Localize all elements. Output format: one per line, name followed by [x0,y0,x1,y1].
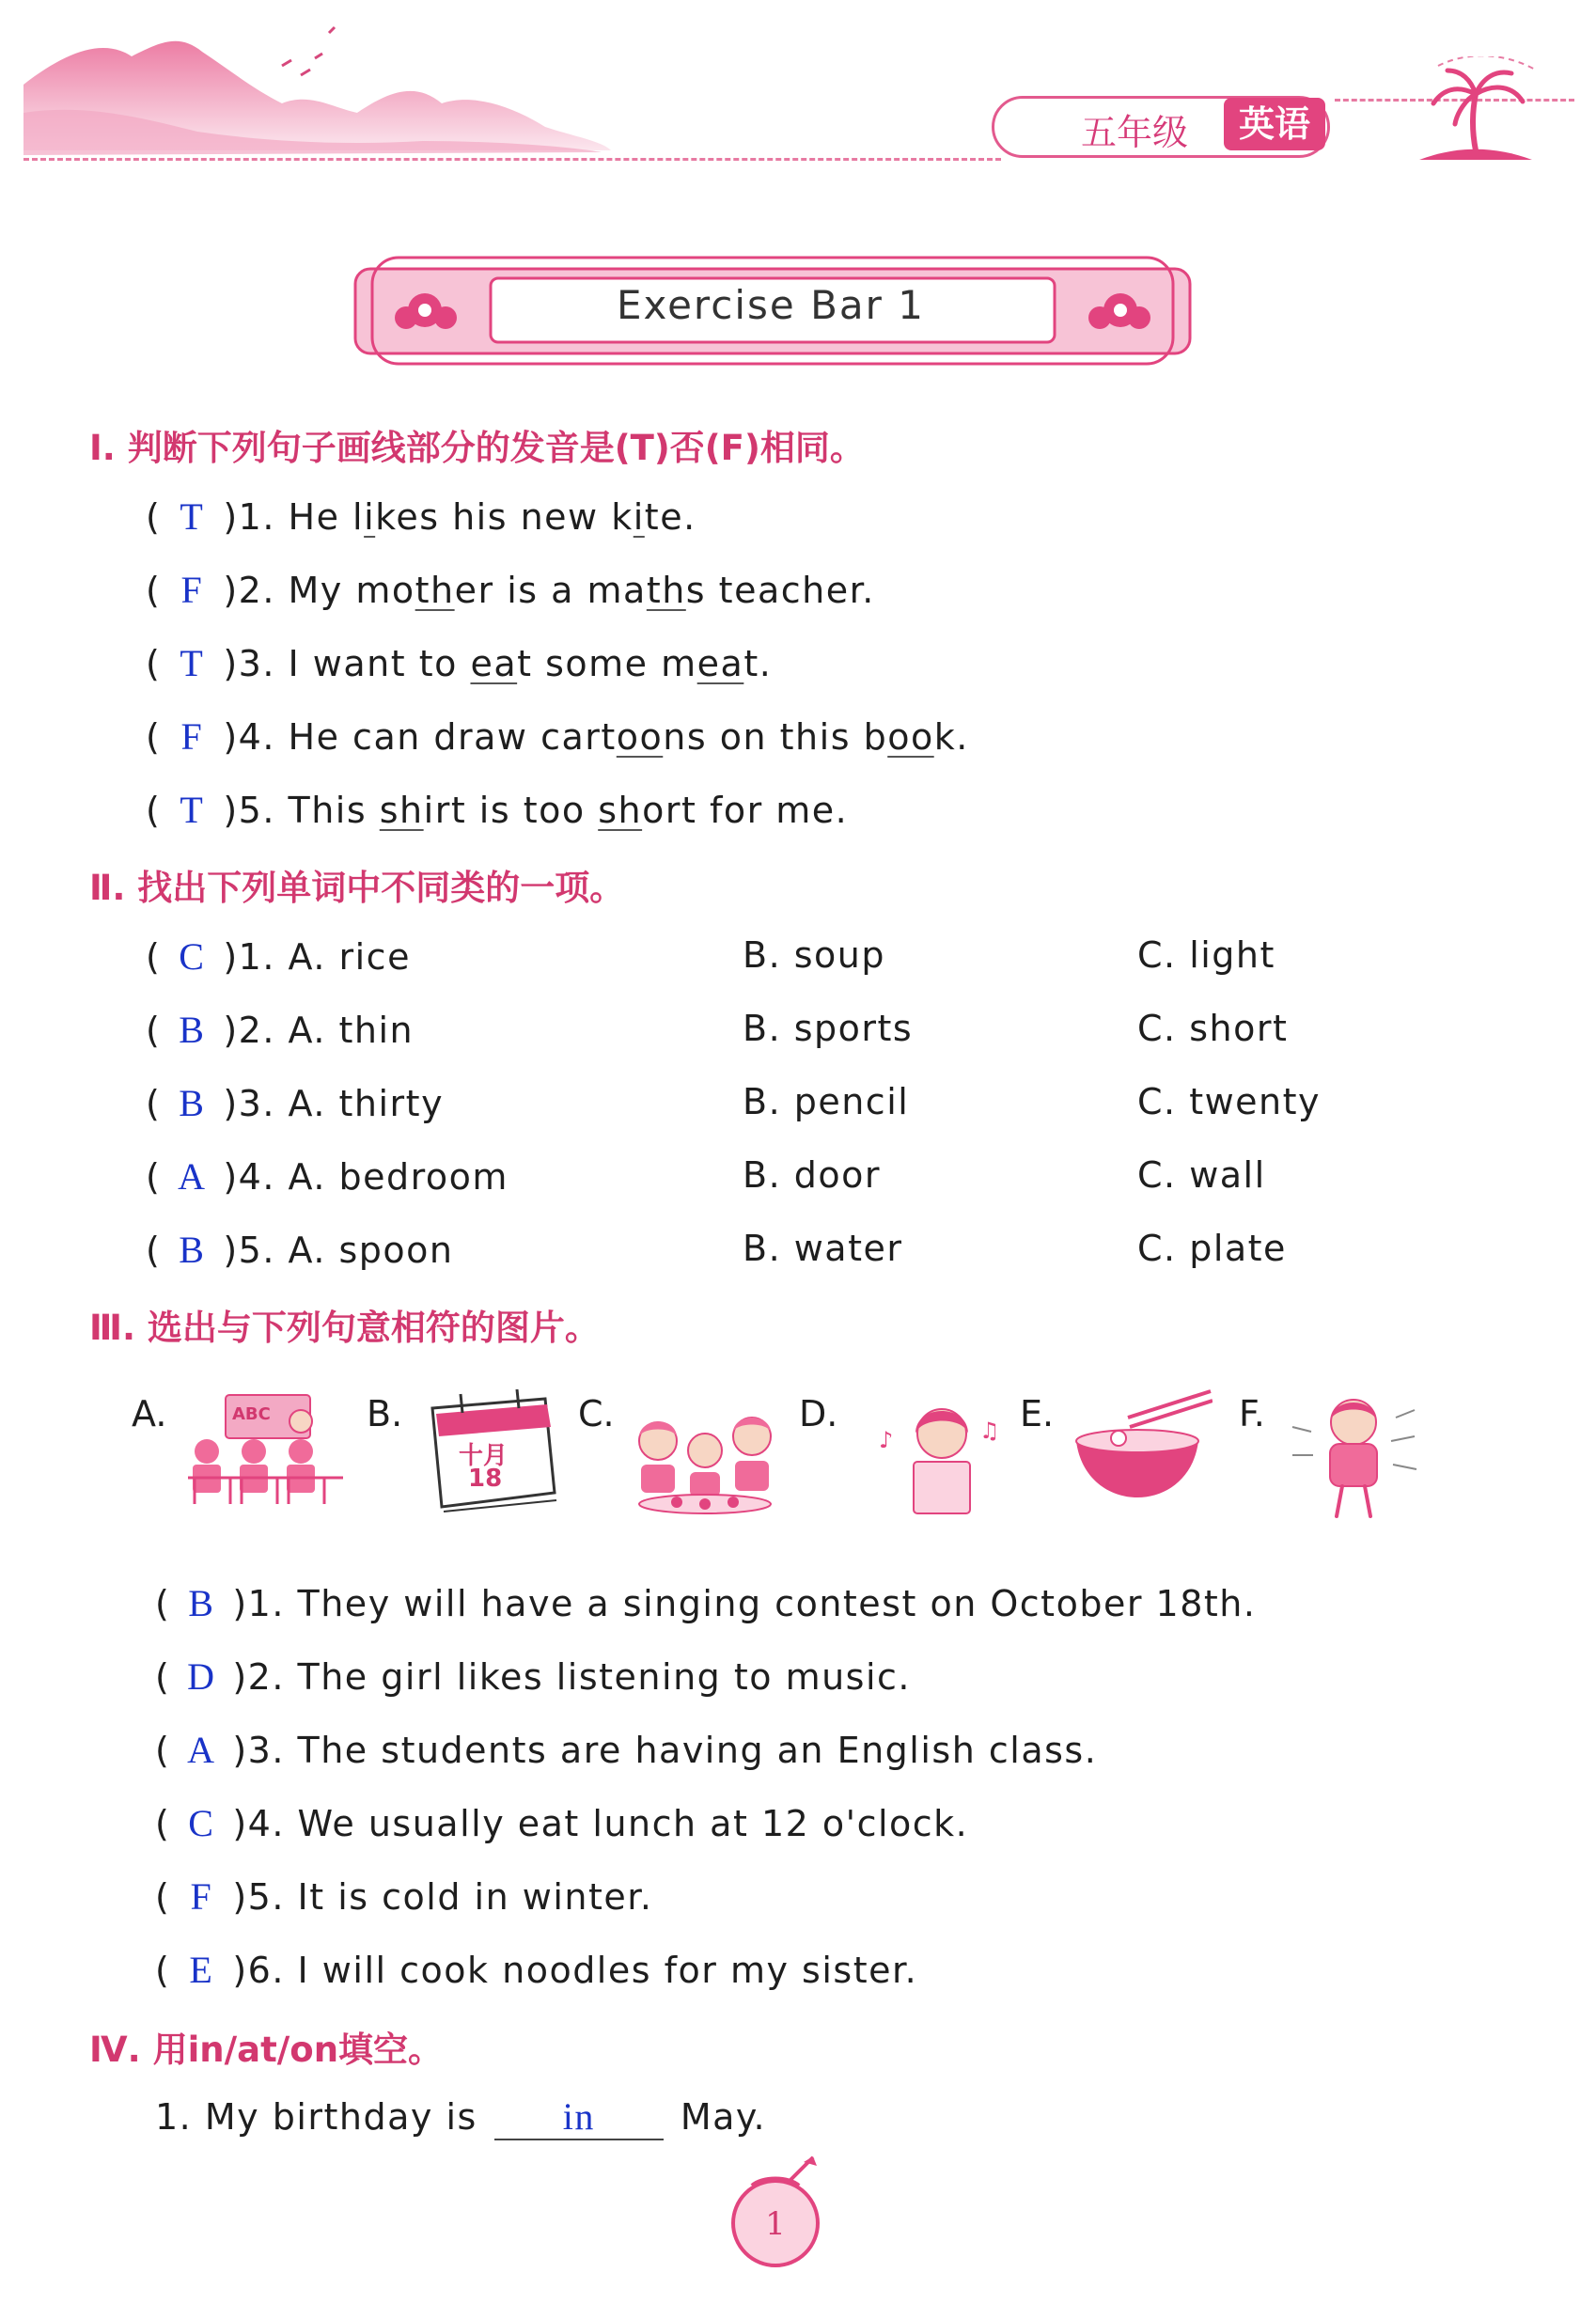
girl-music-icon [874,1396,1010,1518]
s2-option-b-4: B. door [743,1154,881,1196]
s1-answer-1[interactable]: T [180,495,205,538]
s3-answer-6[interactable]: E [189,1949,214,1991]
section-1-title: Ⅰ. 判断下列句子画线部分的发音是(T)否(F)相同。 [89,428,865,468]
picture-calendar [423,1389,559,1516]
s3-item-4: ( C )4. We usually eat lunch at 12 o'clock. [155,1802,969,1844]
s2-item-2: ( B )2. A. thin [146,1009,415,1051]
s4-item-1: 1. My birthday is in May. [155,2094,766,2140]
header-mountain-decoration [0,0,1596,179]
picture-label-a: A. [132,1393,167,1434]
section-2-title: Ⅱ. 找出下列单词中不同类的一项。 [89,868,625,908]
picture-lunch [630,1389,780,1516]
picture-label-b: B. [367,1393,403,1434]
s3-answer-5[interactable]: F [190,1875,213,1918]
s2-answer-2[interactable]: B [179,1009,206,1051]
s2-option-c-2: C. short [1137,1008,1289,1049]
cold-boy-icon [1288,1389,1419,1521]
calendar-day: 18 [468,1465,503,1493]
board-text: ABC [232,1404,271,1424]
family-lunch-icon [630,1389,780,1516]
s3-item-6: ( E )6. I will cook noodles for my sister. [155,1949,918,1991]
s2-option-c-1: C. light [1137,934,1275,976]
s2-option-c-4: C. wall [1137,1154,1266,1196]
palm-tree-icon [1382,56,1570,169]
s3-item-5: ( F )5. It is cold in winter. [155,1875,653,1918]
s2-item-1: ( C )1. A. rice [146,935,411,978]
noodle-bowl-icon [1072,1389,1213,1507]
picture-label-c: C. [578,1393,615,1434]
s1-answer-5[interactable]: T [180,789,205,831]
section-3-title: Ⅲ. 选出与下列句意相符的图片。 [89,1308,600,1348]
s2-item-4: ( A )4. A. bedroom [146,1155,509,1198]
s1-item-2: ( F )2. My mother is a maths teacher. [146,569,875,611]
s2-item-5: ( B )5. A. spoon [146,1229,454,1271]
s1-answer-2[interactable]: F [180,569,204,611]
s1-item-5: ( T )5. This shirt is too short for me. [146,789,849,831]
s3-answer-2[interactable]: D [187,1655,216,1698]
s2-answer-3[interactable]: B [179,1082,206,1124]
s2-option-b-3: B. pencil [743,1081,910,1122]
s3-answer-4[interactable]: C [188,1802,215,1844]
svg-text:♫: ♫ [979,1418,1000,1444]
s2-item-3: ( B )3. A. thirty [146,1082,445,1124]
s2-option-b-1: B. soup [743,934,885,976]
s3-item-3: ( A )3. The students are having an English class. [155,1729,1098,1771]
s1-answer-4[interactable]: F [180,715,204,758]
calendar-month: 十月 [459,1442,509,1470]
header-divider [23,158,1001,161]
s2-option-b-2: B. sports [743,1008,914,1049]
grade-label: 五年级 [1081,112,1189,153]
s3-answer-3[interactable]: A [187,1729,216,1771]
picture-english-class [183,1393,348,1506]
s2-option-c-5: C. plate [1137,1228,1287,1269]
s1-item-1: ( T )1. He likes his new kite. [146,495,696,538]
s2-option-c-3: C. twenty [1137,1081,1322,1122]
s2-answer-1[interactable]: C [179,935,206,978]
s1-item-3: ( T )3. I want to eat some meat. [146,642,773,684]
page-number: 1 [765,2205,786,2243]
picture-label-d: D. [799,1393,838,1434]
s3-item-1: ( B )1. They will have a singing contest on October 18th. [155,1582,1257,1624]
picture-label-e: E. [1020,1393,1055,1434]
exercise-title: Exercise Bar 1 [616,282,925,328]
svg-text:♪: ♪ [879,1427,894,1453]
picture-noodles [1072,1389,1213,1507]
s1-answer-3[interactable]: T [180,642,205,684]
subject-badge: 英语 [1224,98,1325,150]
s2-answer-5[interactable]: B [179,1229,206,1271]
picture-label-f: F. [1239,1393,1265,1434]
s2-option-b-5: B. water [743,1228,903,1269]
s2-answer-4[interactable]: A [178,1155,207,1198]
picture-cold [1288,1389,1419,1521]
s1-item-4: ( F )4. He can draw cartoons on this book. [146,715,969,758]
picture-music [874,1396,1010,1518]
section-4-title: Ⅳ. 用in/at/on填空。 [89,2030,444,2070]
s3-answer-1[interactable]: B [188,1582,215,1624]
s3-item-2: ( D )2. The girl likes listening to music. [155,1655,912,1698]
s4-answer-1[interactable]: in [494,2094,664,2140]
